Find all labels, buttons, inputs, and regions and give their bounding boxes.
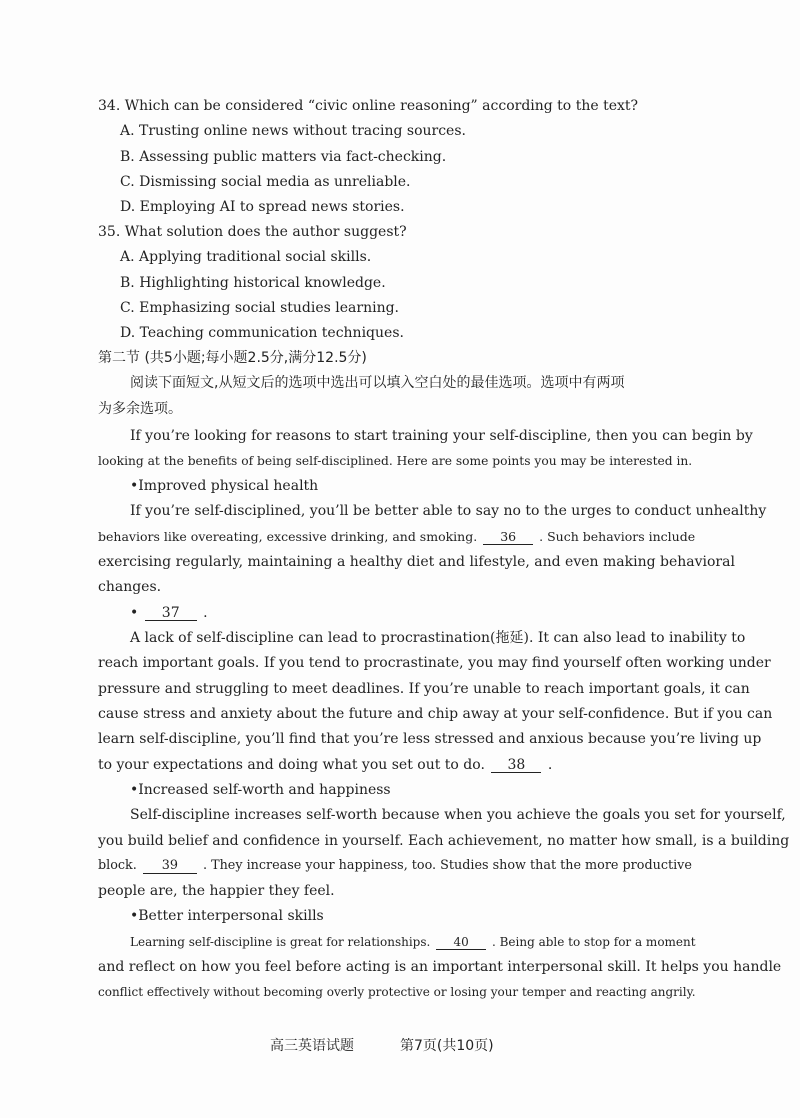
heading-2-period: .: [203, 605, 208, 621]
question-35-option-a: A. Applying traditional social skills.: [120, 249, 372, 265]
paragraph-4-line-2: and reflect on how you feel before acting is an important interpersonal skill. It helps you handle: [98, 959, 782, 975]
passage-intro-line-2: looking at the benefits of being self-disciplined. Here are some points you may be interested in.: [98, 454, 693, 468]
paragraph-3-line-1: Self-discipline increases self-worth because when you achieve the goals you set for yourself,: [130, 807, 786, 823]
heading-2-bullet: •: [130, 605, 139, 621]
paragraph-2-line-2: reach important goals. If you tend to procrastinate, you may find yourself often working under: [98, 655, 771, 671]
paragraph-2-line-4: cause stress and anxiety about the future and chip away at your self-confidence. But if you can: [98, 706, 773, 722]
footer-subject: 高三英语试题: [270, 1038, 354, 1054]
blank-38[interactable]: 38: [491, 758, 541, 773]
question-34-option-d: D. Employing AI to spread news stories.: [120, 199, 405, 215]
paragraph-3-line-3: [98, 857, 692, 875]
heading-self-worth: •Increased self-worth and happiness: [130, 782, 391, 798]
question-35-option-c: C. Emphasizing social studies learning.: [120, 300, 399, 316]
question-35-stem: 35. What solution does the author suggest?: [98, 224, 407, 240]
paragraph-1-line-2-text-a: behaviors like overeating, excessive drinking, and smoking.: [98, 529, 478, 544]
question-34-option-b: B. Assessing public matters via fact-checking.: [120, 149, 447, 165]
heading-physical-health: •Improved physical health: [130, 478, 319, 494]
paragraph-2-line-3: pressure and struggling to meet deadlines. If you’re unable to reach important goals, it can: [98, 681, 750, 697]
question-34-option-a: A. Trusting online news without tracing sources.: [120, 123, 466, 139]
passage-intro-line-1: If you’re looking for reasons to start training your self-discipline, then you can begin by: [130, 428, 753, 444]
blank-40[interactable]: 40: [436, 935, 486, 950]
paragraph-2-line-6-text-b: .: [547, 757, 553, 773]
blank-39[interactable]: 39: [143, 859, 197, 874]
paragraph-1-line-2-text-b: . Such behaviors include: [539, 529, 696, 544]
blank-36[interactable]: 36: [483, 530, 533, 545]
paragraph-1-line-3: exercising regularly, maintaining a healthy diet and lifestyle, and even making behavioral: [98, 554, 735, 570]
paragraph-1-line-1: If you’re self-disciplined, you’ll be better able to say no to the urges to conduct unhealthy: [130, 503, 767, 519]
paragraph-3-line-4: people are, the happier they feel.: [98, 883, 335, 899]
paragraph-1-line-4: changes.: [98, 579, 162, 595]
paragraph-2-line-5: learn self-discipline, you’ll find that you’re less stressed and anxious because you’re living up: [98, 731, 762, 747]
paragraph-3-line-3-text-b: . They increase your happiness, too. Studies show that the more productive: [202, 858, 692, 873]
heading-blank-37: [130, 604, 208, 622]
footer-page-number: 第7页(共10页): [400, 1038, 494, 1054]
section-header: 第二节 (共5小题;每小题2.5分,满分12.5分): [98, 350, 367, 366]
paragraph-4-line-1-text-a: Learning self-discipline is great for relationships.: [130, 935, 431, 949]
blank-37[interactable]: 37: [145, 606, 197, 621]
question-35-option-b: B. Highlighting historical knowledge.: [120, 275, 386, 291]
paragraph-2-line-6-text-a: to your expectations and doing what you set out to do.: [98, 757, 485, 773]
section-instruction-line-2: 为多余选项。: [98, 401, 182, 417]
question-34-stem: 34. Which can be considered “civic online reasoning” according to the text?: [98, 98, 639, 114]
paragraph-4-line-3: conflict effectively without becoming overly protective or losing your temper and reacting angrily.: [98, 985, 696, 999]
paragraph-1-line-2: [98, 528, 695, 546]
question-35-option-d: D. Teaching communication techniques.: [120, 325, 404, 341]
paragraph-4-line-1-text-b: . Being able to stop for a moment: [491, 935, 696, 949]
section-instruction-line-1: 阅读下面短文,从短文后的选项中选出可以填入空白处的最佳选项。选项中有两项: [130, 375, 625, 391]
heading-interpersonal-skills: •Better interpersonal skills: [130, 908, 324, 924]
paragraph-2-line-1: A lack of self-discipline can lead to procrastination(拖延). It can also lead to inability to: [130, 630, 746, 646]
paragraph-3-line-2: you build belief and confidence in yourself. Each achievement, no matter how small, is a building: [98, 833, 790, 849]
paragraph-2-line-6: [98, 756, 552, 774]
paragraph-3-line-3-text-a: block.: [98, 858, 137, 873]
paragraph-4-line-1: [130, 933, 696, 951]
question-34-option-c: C. Dismissing social media as unreliable.: [120, 174, 411, 190]
